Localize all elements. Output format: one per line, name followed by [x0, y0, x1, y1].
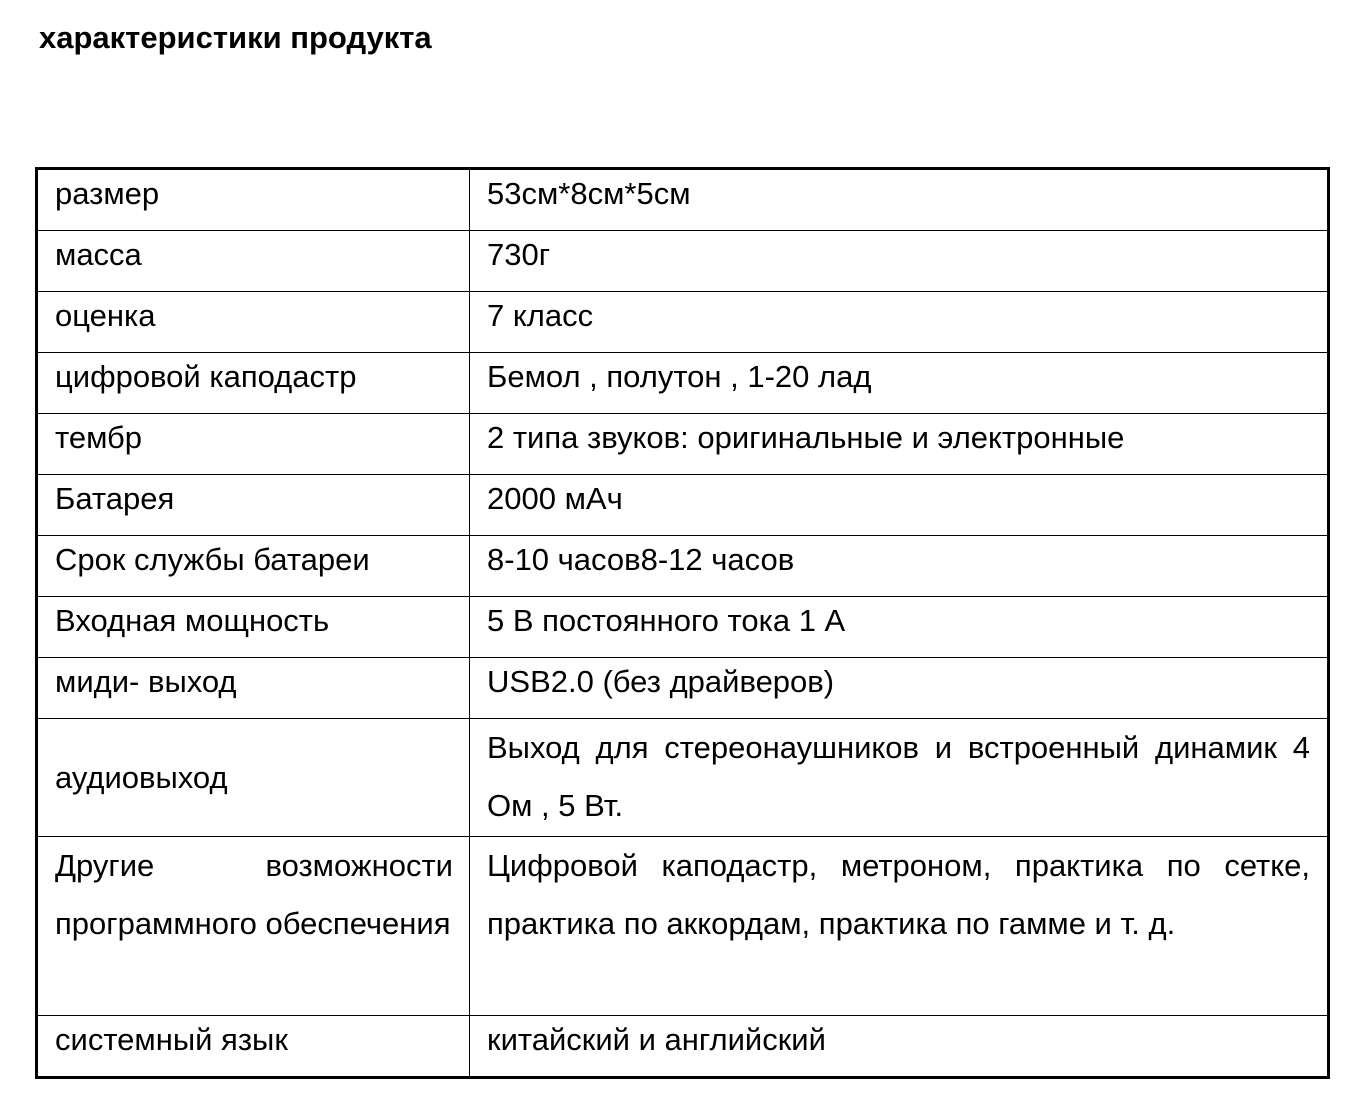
spec-label-cell: [37, 475, 470, 536]
spec-label: системный язык: [55, 1022, 288, 1057]
spec-value: 2 типа звуков: оригинальные и электронные: [487, 420, 1125, 455]
spec-label-cell: [37, 837, 470, 1016]
spec-value-cell: [470, 169, 1329, 231]
spec-label: Входная мощность: [55, 603, 330, 638]
spec-label-cell: [37, 169, 470, 231]
spec-value-cell: [470, 597, 1329, 658]
table-row-midi-out: [37, 658, 1329, 719]
spec-label: аудиовыход: [55, 759, 228, 795]
spec-label-cell: [37, 292, 470, 353]
spec-label-cell: [37, 597, 470, 658]
table-row-audio-out: [37, 719, 1329, 837]
spec-value: USB2.0 (без драйверов): [487, 664, 835, 699]
spec-value-cell: [470, 536, 1329, 597]
table-row-battery-life: [37, 536, 1329, 597]
table-row-digital-capo: [37, 353, 1329, 414]
spec-label-cell: [37, 1016, 470, 1078]
table-row-input-power: [37, 597, 1329, 658]
spec-table: [35, 167, 1330, 1079]
spec-label: размер: [55, 176, 160, 211]
spec-label-cell: [37, 231, 470, 292]
spec-value: Бемол , полутон , 1-20 лад: [487, 359, 872, 394]
spec-value: 5 В постоянного тока 1 А: [487, 603, 846, 638]
spec-label-cell: [37, 353, 470, 414]
spec-label: оценка: [55, 298, 156, 333]
spec-label: цифровой каподастр: [55, 359, 357, 394]
table-row-system-language: [37, 1016, 1329, 1078]
spec-label: Батарея: [55, 481, 175, 516]
spec-value-cell: [470, 231, 1329, 292]
spec-value-cell: [470, 837, 1329, 1016]
table-row-battery: [37, 475, 1329, 536]
spec-value: китайский и английский: [487, 1022, 826, 1057]
spec-label: тембр: [55, 420, 143, 455]
page-title: характеристики продукта: [39, 20, 432, 55]
spec-label: Другие возможности программного обеспечения: [55, 848, 453, 941]
spec-value-cell: [470, 292, 1329, 353]
spec-label: Срок службы батареи: [55, 542, 370, 577]
table-row-grade: [37, 292, 1329, 353]
table-row-other-software: [37, 837, 1329, 1016]
spec-value-cell: [470, 658, 1329, 719]
spec-value: 2000 мАч: [487, 481, 623, 516]
spec-value-cell: [470, 1016, 1329, 1078]
spec-value-cell: [470, 719, 1329, 837]
spec-label: масса: [55, 237, 142, 272]
table-row-size: [37, 169, 1329, 231]
spec-label-cell: [37, 719, 470, 837]
spec-value: 7 класс: [487, 298, 594, 333]
spec-label: миди- выход: [55, 664, 237, 699]
spec-label-cell: [37, 658, 470, 719]
spec-label-cell: [37, 536, 470, 597]
spec-value: Цифровой каподастр, метроном, практика по сетке, практика по аккордам, практика по гамме и т. д.: [487, 848, 1310, 941]
spec-value: Выход для стереонаушников и встроенный динамик 4 Ом , 5 Вт.: [487, 730, 1310, 823]
spec-value: 8-10 часов8-12 часов: [487, 542, 795, 577]
table-row-timbre: [37, 414, 1329, 475]
spec-value: 730г: [487, 237, 551, 272]
spec-value-cell: [470, 475, 1329, 536]
table-row-weight: [37, 231, 1329, 292]
spec-value-cell: [470, 353, 1329, 414]
spec-value-cell: [470, 414, 1329, 475]
spec-label-cell: [37, 414, 470, 475]
spec-value: 53см*8см*5см: [487, 176, 691, 211]
